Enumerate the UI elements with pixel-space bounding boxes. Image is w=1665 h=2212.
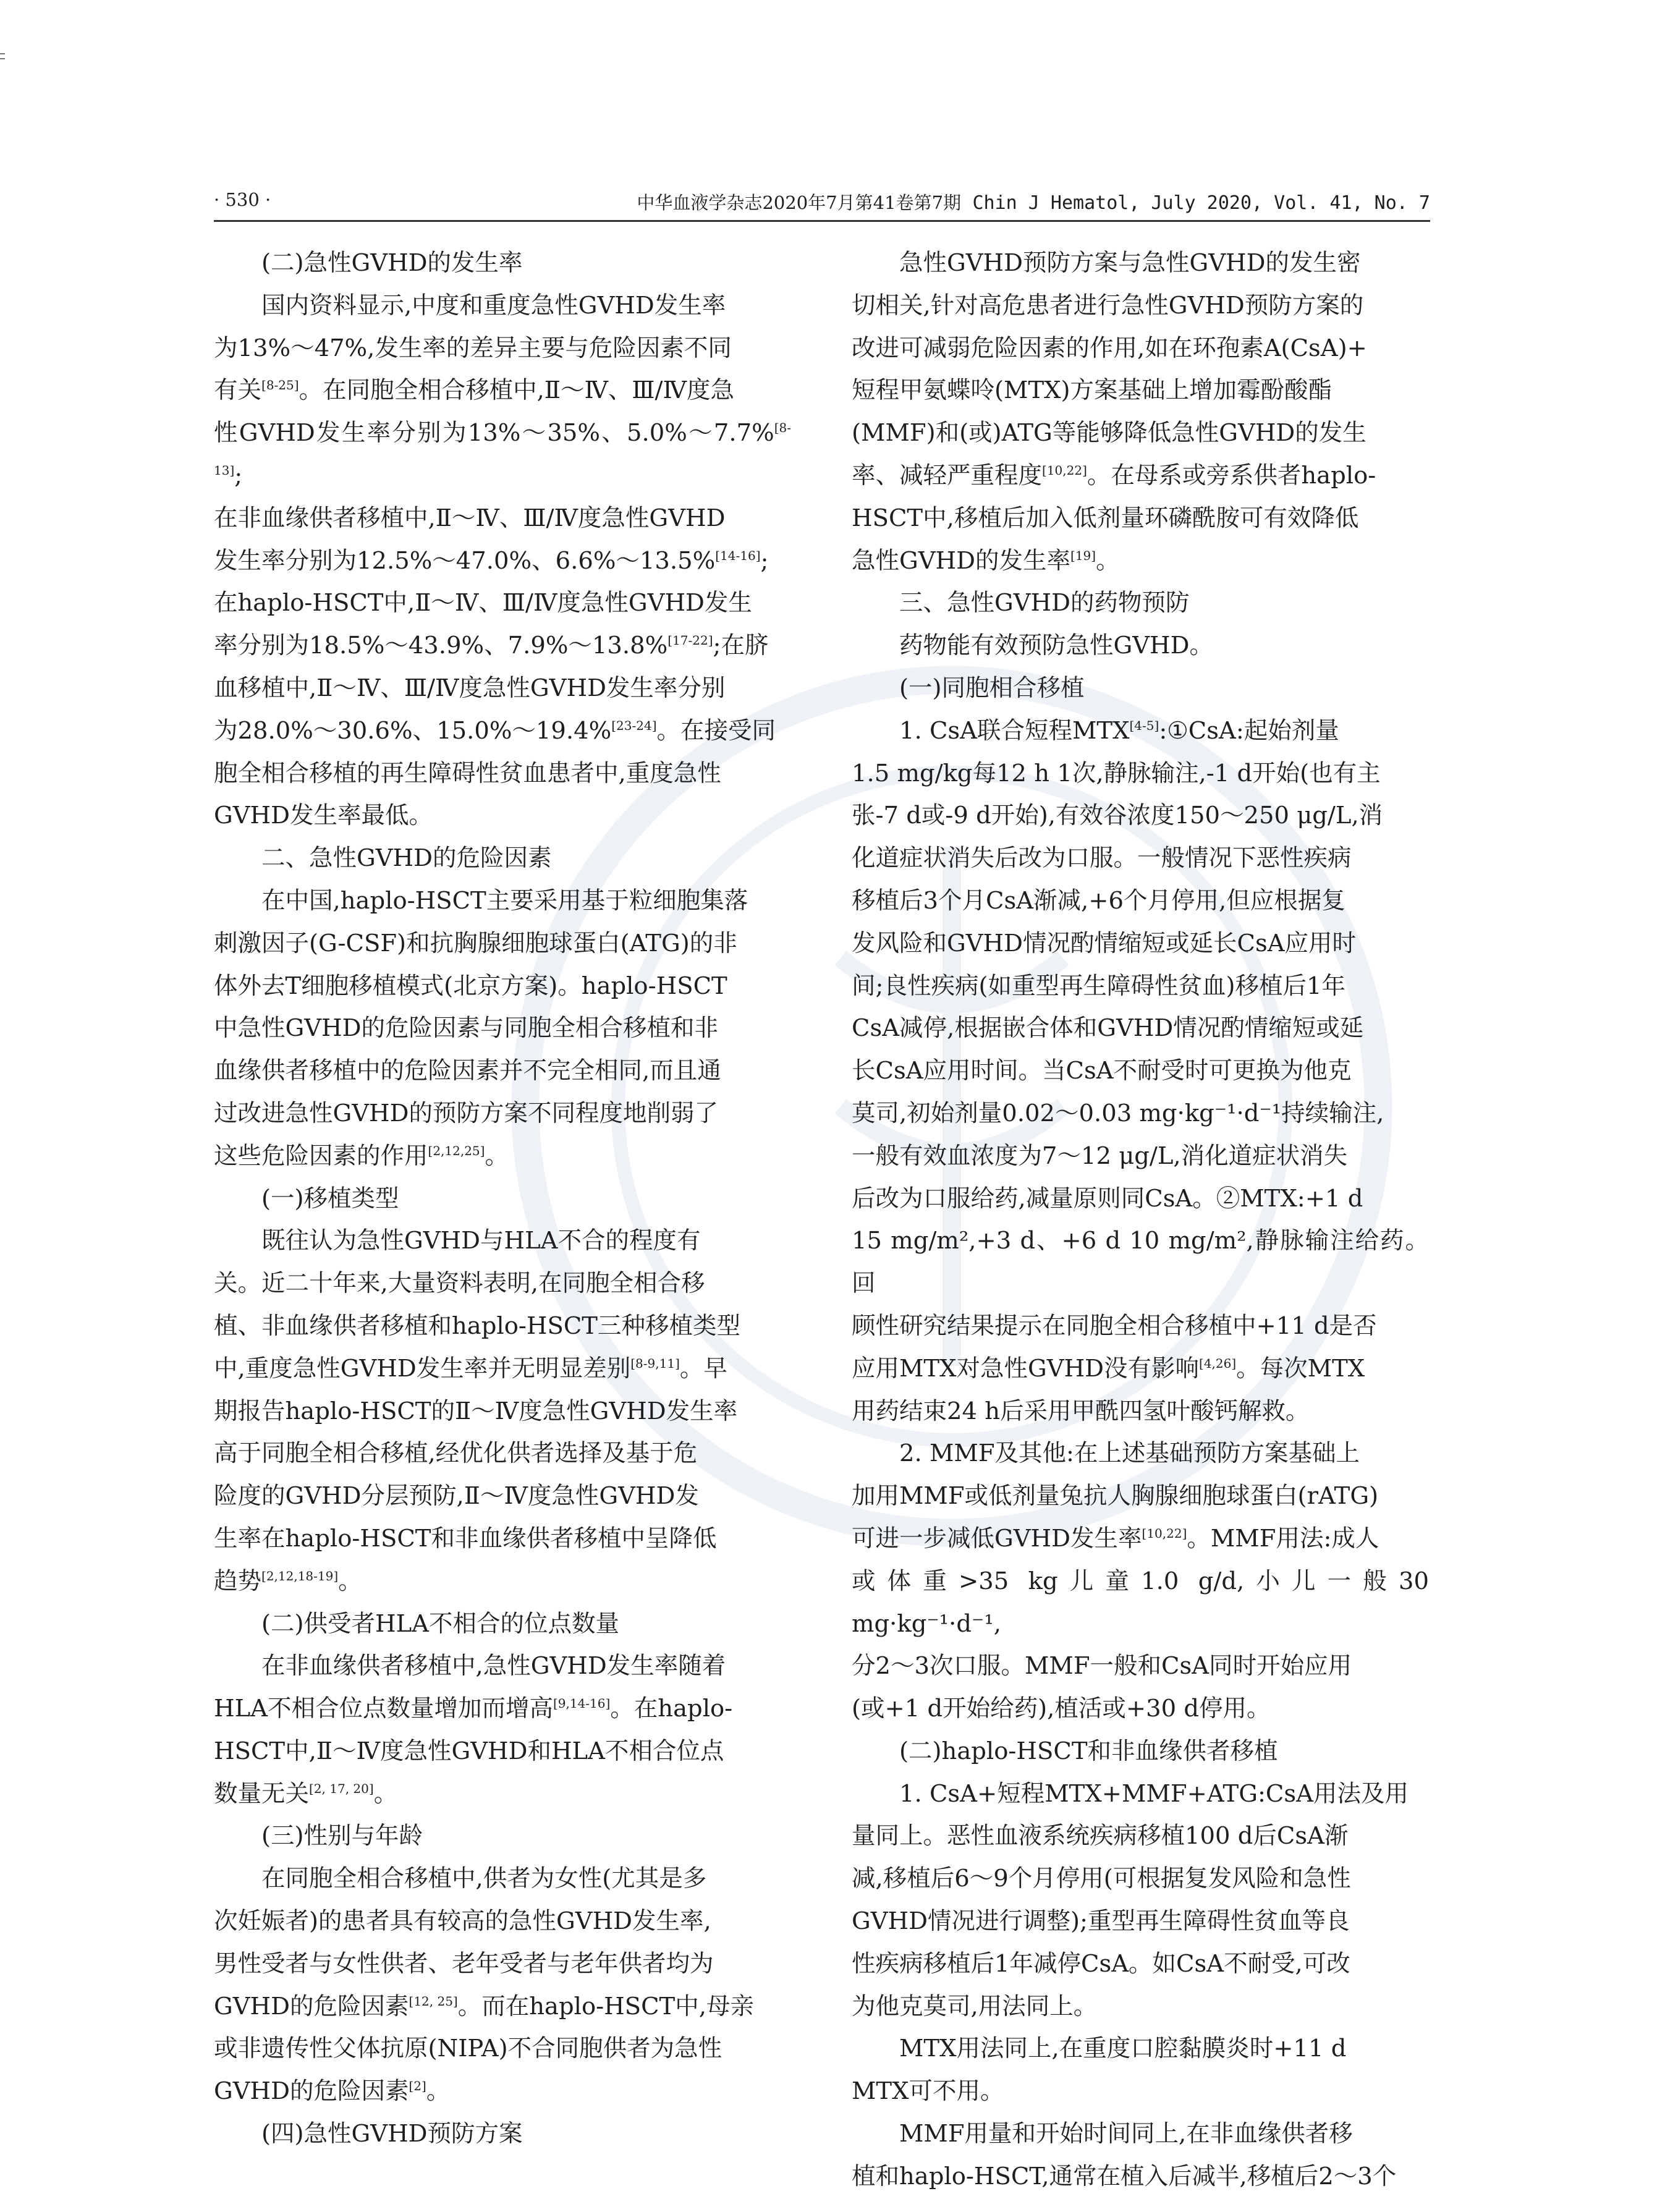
section-heading — [852, 667, 1429, 710]
citation-ref: [19] — [1070, 548, 1096, 563]
paragraph-text: 。MMF用法:成人 或体重>35 kg儿童1.0 g/d,小儿一般30 mg·kg⁻¹·d⁻¹, 分2～3次口服。MMF一般和CsA同时开始应用 (或+1 d开始给药),植活或+30 d停用。 — [852, 1524, 1429, 1723]
paragraph-text: 急性GVHD预防方案与急性GVHD的发生密 切相关,针对高危患者进行急性GVHD预防方案的 改进可减弱危险因素的作用,如在环孢素A(CsA)+ 短程甲氨蝶呤(MTX)方案基础上增加霉酚酸酯 (MMF)和(或)ATG等能够降低急性GVHD的发生 率、减轻严重程度 — [852, 249, 1367, 489]
body-paragraph — [214, 1220, 791, 1603]
paragraph-text: (二)急性GVHD的发生率 — [261, 249, 523, 277]
section-heading — [214, 1178, 791, 1221]
paragraph-text: (二)haplo-HSCT和非血缘供者移植 — [899, 1737, 1278, 1765]
right-column — [852, 242, 1429, 2198]
citation-ref: [10,22] — [1042, 462, 1087, 478]
section-heading — [214, 242, 791, 285]
citation-ref: [8-9,11] — [630, 1355, 680, 1371]
paragraph-text: (一)同胞相合移植 — [899, 674, 1085, 702]
paragraph-text: :①CsA:起始剂量 1.5 mg/kg每12 h 1次,静脉输注,-1 d开始(也有主 张-7 d或-9 d开始),有效谷浓度150～250 μg/L,消 化道症状消失后改为口服。一般情况下恶性疾病 移植后3个月CsA渐减,+6个月停用,但应根据复 发风险和GVHD情况酌情缩短或延长CsA应用时 间;良性疾病(如重型再生障碍性贫血)移植后1年 CsA减停,根据嵌合体和GVHD情况酌情缩短或延 长CsA应用时间。当CsA不耐受时可更换为他克 莫司,初始剂量0.02～0.03 mg·kg⁻¹·d⁻¹持续输注, 一般有效血浓度为7～12 μg/L,消化道症状消失 后改为口服给药,减量原则同CsA。②MTX:+1 d 15 mg/m²,+3 d、+6 d 10 mg/m²,静脉输注给药。回 顾性研究结果提示在同胞全相合移植中+11 d是否 应用MTX对急性GVHD没有影响 — [852, 716, 1429, 1383]
paragraph-text: 在中国,haplo-HSCT主要采用基于粒细胞集落 刺激因子(G-CSF)和抗胸腺细胞球蛋白(ATG)的非 体外去T细胞移植模式(北京方案)。haplo-HSCT 中急性GVHD的危险因素与同胞全相合移植和非 血缘供者移植中的危险因素并不完全相同,而且通 过改进急性GVHD的预防方案不同程度地削弱了 这些危险因素的作用 — [214, 886, 748, 1170]
section-heading — [214, 837, 791, 880]
body-paragraph — [852, 1773, 1429, 2028]
paragraph-text: (一)移植类型 — [261, 1184, 399, 1213]
paragraph-text: MMF用量和开始时间同上,在非血缘供者移 植和haplo-HSCT,通常在植入后减半,移植后2～3个 — [852, 2120, 1397, 2190]
paragraph-text: 在非血缘供者移植中,急性GVHD发生率随着 HLA不相合位点数量增加而增高 — [214, 1652, 726, 1723]
paragraph-text: 1. CsA+短程MTX+MMF+ATG:CsA用法及用 量同上。恶性血液系统疾病移植100 d后CsA渐 减,移植后6～9个月停用(可根据复发风险和急性 GVHD情况进行调整);重型再生障碍性贫血等良 性疾病移植后1年减停CsA。如CsA不耐受,可改 为他克莫司,用法同上。 — [852, 1779, 1409, 2020]
journal-title-en: Chin J Hematol, July 2020, Vol. 41, No. 7 — [972, 192, 1430, 214]
crop-mark — [0, 58, 5, 59]
header-rule — [214, 220, 1430, 222]
citation-ref: [10,22] — [1142, 1525, 1187, 1541]
citation-ref: [23-24] — [611, 718, 657, 733]
paragraph-text: 。 — [485, 1142, 509, 1170]
running-header — [214, 189, 1430, 219]
citation-ref: [2,12,18-19] — [261, 1568, 339, 1583]
citation-ref: [4-5] — [1129, 718, 1159, 733]
paragraph-text: (三)性别与年龄 — [261, 1822, 423, 1850]
body-paragraph — [852, 1433, 1429, 1731]
body-paragraph — [852, 625, 1429, 667]
paragraph-text: 二、急性GVHD的危险因素 — [261, 844, 552, 873]
paragraph-text: 。在haplo- HSCT中,Ⅱ～Ⅳ度急性GVHD和HLA不相合位点 数量无关 — [214, 1695, 733, 1808]
paragraph-text: (二)供受者HLA不相合的位点数量 — [261, 1609, 619, 1638]
page-number: · 530 · — [214, 189, 271, 210]
paragraph-text: 。 — [338, 1567, 362, 1595]
left-column — [214, 242, 791, 2156]
body-paragraph — [214, 880, 791, 1178]
journal-title-cn: 中华血液学杂志2020年7月第41卷第7期 — [637, 192, 962, 213]
citation-ref: [12, 25] — [409, 1993, 458, 2009]
body-paragraph — [852, 710, 1429, 1433]
paragraph-text: 。而在haplo-HSCT中,母亲 或非遗传性父体抗原(NIPA)不合同胞供者为急性 GVHD的危险因素 — [214, 1992, 754, 2106]
paragraph-text: 国内资料显示,中度和重度急性GVHD发生率 为13%～47%,发生率的差异主要与危险因素不同 有关 — [214, 291, 732, 405]
paragraph-text: ; 在haplo-HSCT中,Ⅱ～Ⅳ、Ⅲ/Ⅳ度急性GVHD发生 率分别为18.5%～43.9%、7.9%～13.8% — [214, 546, 769, 660]
paragraph-text: 。 — [373, 1779, 398, 1808]
body-paragraph — [214, 1858, 791, 2113]
paragraph-text: 三、急性GVHD的药物预防 — [899, 589, 1190, 617]
paragraph-text: 。在接受同 胞全相合移植的再生障碍性贫血患者中,重度急性 GVHD发生率最低。 — [214, 716, 776, 830]
body-paragraph — [214, 1645, 791, 1815]
paragraph-text: 。早 期报告haplo-HSCT的Ⅱ～Ⅳ度急性GVHD发生率 高于同胞全相合移植,经优化供者选择及基于危 险度的GVHD分层预防,Ⅱ～Ⅳ度急性GVHD发 生率在haplo-HSCT和非血缘供者移植中呈降低 趋势 — [214, 1354, 738, 1595]
body-paragraph — [852, 2028, 1429, 2113]
citation-ref: [17-22] — [667, 633, 713, 648]
paragraph-text: ; 在非血缘供者移植中,Ⅱ～Ⅳ、Ⅲ/Ⅳ度急性GVHD 发生率分别为12.5%～47.0%、6.6%～13.5% — [214, 461, 726, 575]
section-heading — [214, 1603, 791, 1646]
citation-ref: [2] — [409, 2079, 426, 2094]
paragraph-text: 在同胞全相合移植中,供者为女性(尤其是多 次妊娠者)的患者具有较高的急性GVHD发生率, 男性受者与女性供者、老年受者与老年供者均为 GVHD的危险因素 — [214, 1865, 714, 2020]
citation-ref: [8-13] — [214, 420, 791, 478]
journal-citation — [637, 189, 1430, 214]
body-paragraph — [852, 242, 1429, 582]
citation-ref: [4,26] — [1199, 1355, 1237, 1371]
citation-ref: [14-16] — [715, 548, 761, 563]
paragraph-text: 。在同胞全相合移植中,Ⅱ～Ⅳ、Ⅲ/Ⅳ度急 性GVHD发生率分别为13%～35%、5.0%～7.7% — [214, 376, 774, 447]
paragraph-text: 。在母系或旁系供者haplo- HSCT中,移植后加入低剂量环磷酰胺可有效降低 急性GVHD的发生率 — [852, 461, 1376, 575]
paragraph-text: MTX用法同上,在重度口腔黏膜炎时+11 d MTX可不用。 — [852, 2035, 1347, 2106]
paragraph-text: 2. MMF及其他:在上述基础预防方案基础上 加用MMF或低剂量兔抗人胸腺细胞球蛋白(rATG) 可进一步减低GVHD发生率 — [852, 1439, 1379, 1553]
paragraph-text: 。每次MTX 用药结束24 h后采用甲酰四氢叶酸钙解救。 — [852, 1354, 1365, 1425]
paragraph-text: 药物能有效预防急性GVHD。 — [899, 632, 1214, 660]
body-paragraph — [214, 285, 791, 837]
paragraph-text: 。 — [1096, 546, 1120, 575]
citation-ref: [8-25] — [261, 378, 299, 393]
paragraph-text: (四)急性GVHD预防方案 — [261, 2120, 523, 2148]
section-heading — [852, 582, 1429, 625]
paragraph-text: ;在脐 血移植中,Ⅱ～Ⅳ、Ⅲ/Ⅳ度急性GVHD发生率分别 为28.0%～30.6%、15.0%～19.4% — [214, 632, 769, 745]
paragraph-text: 既往认为急性GVHD与HLA不合的程度有 关。近二十年来,大量资料表明,在同胞全相合移 植、非血缘供者移植和haplo-HSCT三种移植类型 中,重度急性GVHD发生率并无明显差别 — [214, 1227, 740, 1383]
citation-ref: [2,12,25] — [428, 1143, 485, 1158]
section-heading — [852, 1731, 1429, 1773]
citation-ref: [2, 17, 20] — [309, 1781, 374, 1796]
crop-mark — [0, 53, 5, 54]
paragraph-text: 1. CsA联合短程MTX — [899, 716, 1130, 745]
paragraph-text: 。 — [426, 2077, 451, 2106]
citation-ref: [9,14-16] — [553, 1696, 611, 1711]
section-heading — [214, 1815, 791, 1858]
section-heading — [214, 2113, 791, 2156]
body-paragraph — [852, 2113, 1429, 2198]
